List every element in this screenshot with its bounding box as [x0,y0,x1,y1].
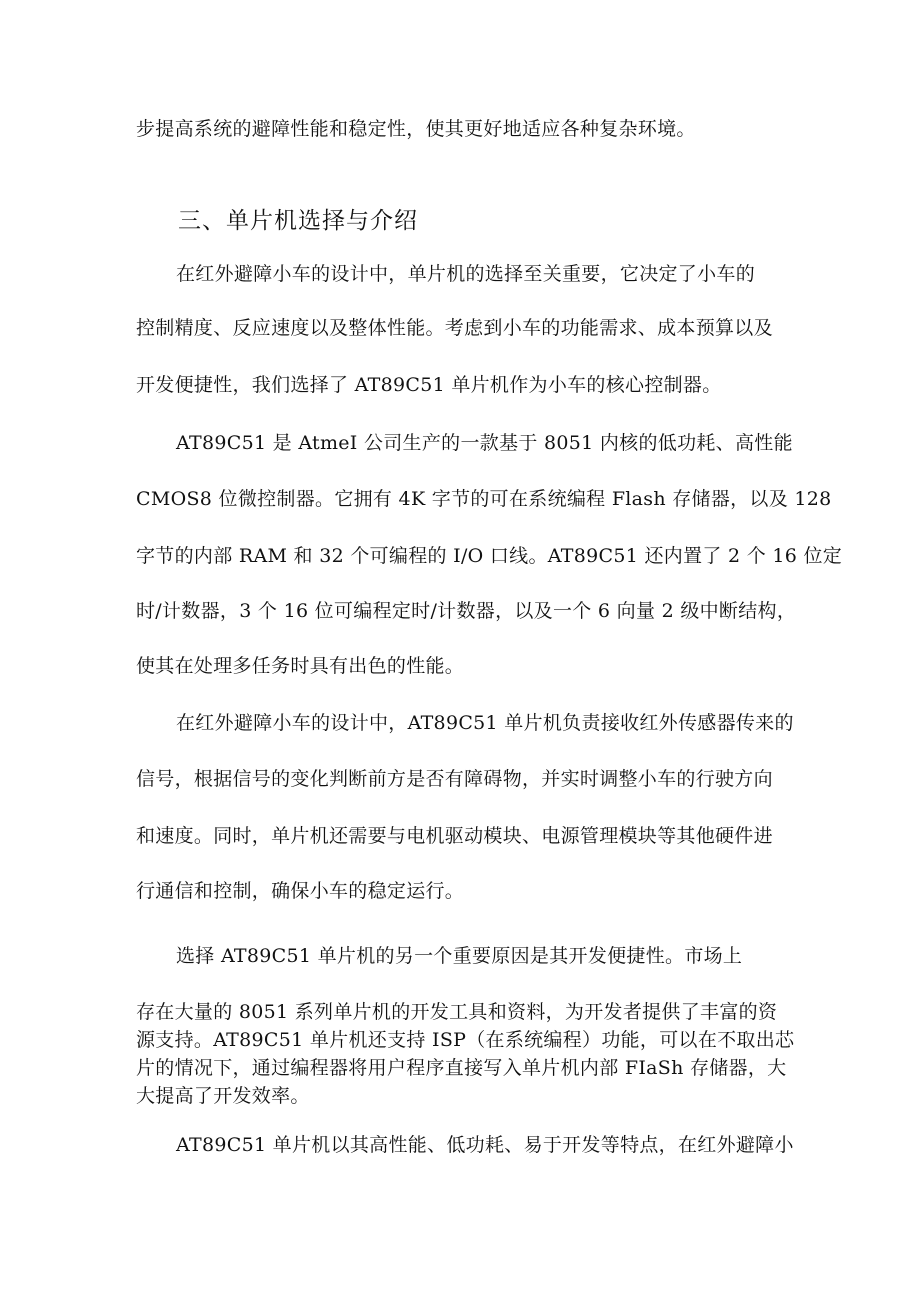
paragraph-line: 存在大量的 8051 系列单片机的开发工具和资料，为开发者提供了丰富的资 [136,1001,778,1023]
paragraph-line: 大提高了开发效率。 [136,1085,310,1107]
paragraph-line: 选择 AT89C51 单片机的另一个重要原因是其开发便捷性。市场上 [176,945,743,967]
paragraph-line: AT89C51 单片机以其高性能、低功耗、易于开发等特点，在红外避障小 [176,1134,794,1156]
paragraph-line: 控制精度、反应速度以及整体性能。考虑到小车的功能需求、成本预算以及 [136,317,773,339]
paragraph-line: 在红外避障小车的设计中，AT89C51 单片机负责接收红外传感器传来的 [176,712,794,734]
paragraph-line: 信号，根据信号的变化判断前方是否有障碍物，并实时调整小车的行驶方向 [136,768,773,790]
paragraph-line: CMOS8 位微控制器。它拥有 4K 字节的可在系统编程 Flash 存储器，以及 128 [136,488,832,510]
section-heading: 三、单片机选择与介绍 [178,208,418,234]
paragraph-line: 开发便捷性，我们选择了 AT89C51 单片机作为小车的核心控制器。 [136,374,722,396]
paragraph-line: 使其在处理多任务时具有出色的性能。 [136,655,465,677]
paragraph-line: 行通信和控制，确保小车的稳定运行。 [136,880,465,902]
paragraph-line: 片的情况下，通过编程器将用户程序直接写入单片机内部 FIaSh 存储器，大 [136,1057,787,1079]
paragraph-line: 时/计数器，3 个 16 位可编程定时/计数器，以及一个 6 向量 2 级中断结构， [136,600,797,622]
paragraph-line: 步提高系统的避障性能和稳定性，使其更好地适应各种复杂环境。 [136,118,696,140]
paragraph-line: 在红外避障小车的设计中，单片机的选择至关重要，它决定了小车的 [176,263,756,285]
paragraph-line: 源支持。AT89C51 单片机还支持 ISP（在系统编程）功能，可以在不取出芯 [136,1029,795,1051]
paragraph-line: 字节的内部 RAM 和 32 个可编程的 I/O 口线。AT89C51 还内置了 2 个 16 位定 [136,545,843,567]
paragraph-line: 和速度。同时，单片机还需要与电机驱动模块、电源管理模块等其他硬件进 [136,825,773,847]
paragraph-line: AT89C51 是 AtmeI 公司生产的一款基于 8051 内核的低功耗、高性能 [176,432,793,454]
